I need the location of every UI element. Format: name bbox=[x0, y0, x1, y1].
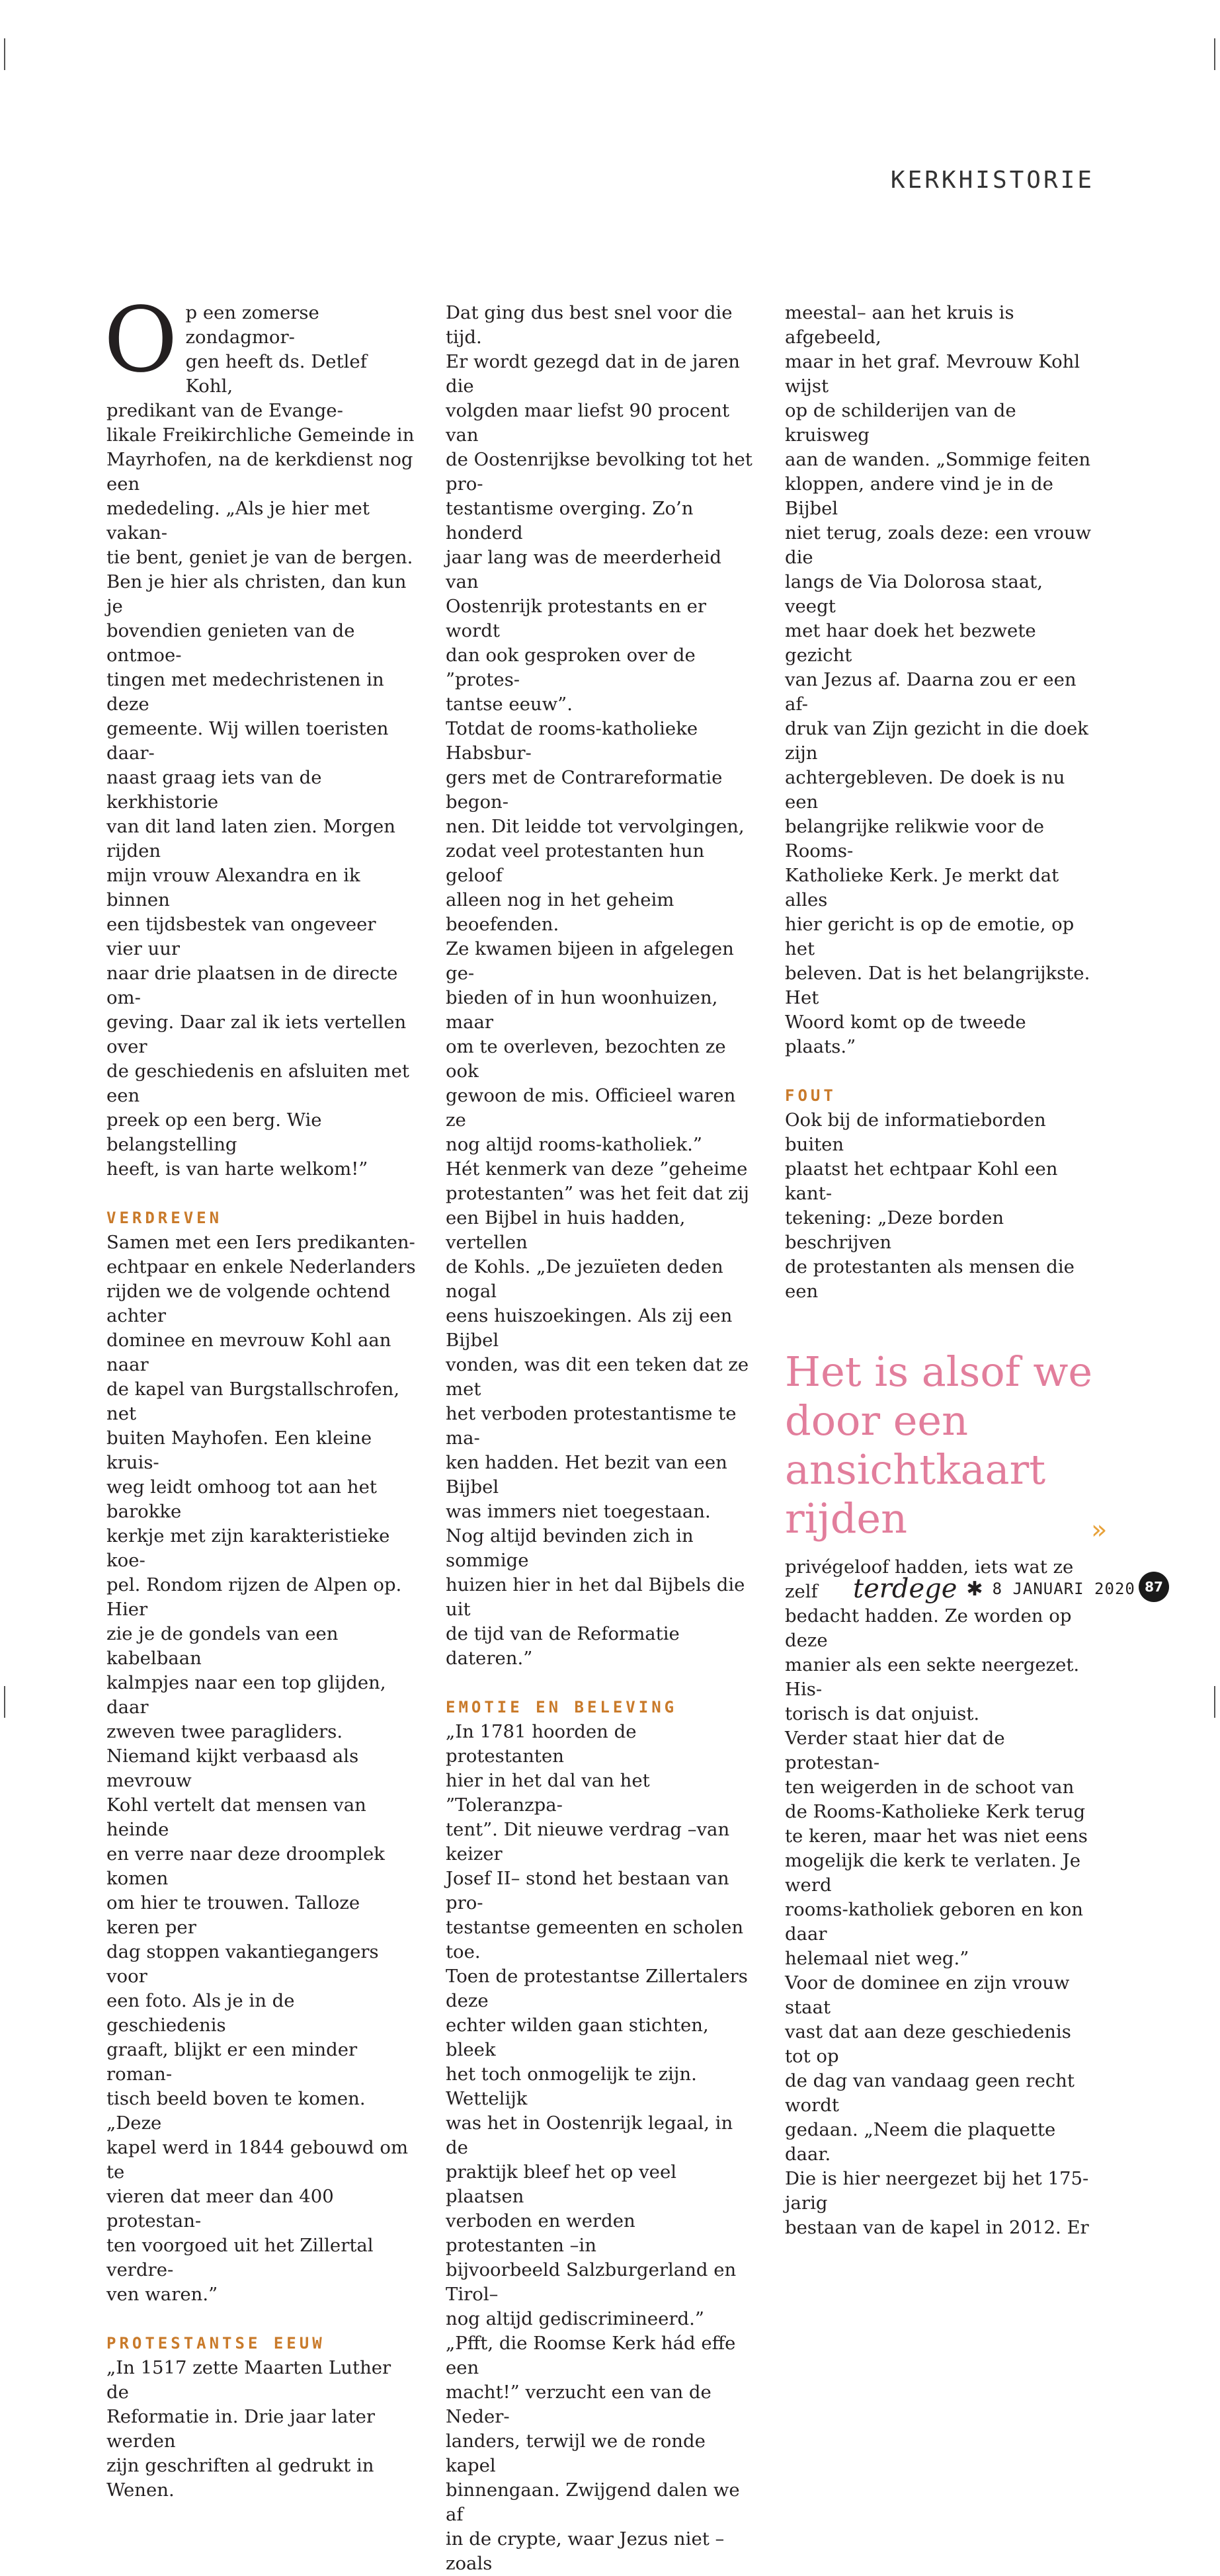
subheading-emotie-en-beleving: EMOTIE EN BELEVING bbox=[446, 1698, 678, 1716]
asterisk-icon: ✱ bbox=[966, 1577, 983, 1601]
article-column-3 bbox=[785, 301, 1096, 2240]
crop-mark-bottom-left bbox=[4, 1686, 5, 1718]
issue-date: 8 JANUARI 2020 bbox=[992, 1580, 1135, 1598]
intro-text: p een zomerse zondagmor- gen heeft ds. Detlef Kohl, predikant van de Evange- likale Freikirchliche Gemeinde in Mayrhofen, na de kerkdienst nog een mededeling. „Als je hier met vakan- tie bent, geniet je van de bergen. Ben je hier als christen, dan kun je bovendien genieten van de ontmoe- tingen met medechristenen in deze gemeente. Wij willen toeristen daar- naast graag iets van de kerkhistorie van dit land laten zien. Morgen rijden mijn vrouw Alexandra en ik binnen een tijdsbestek van ongeveer vier uur naar drie plaatsen in de directe om- geving. Daar zal ik iets vertellen over de geschiedenis en afsluiten met een preek op een berg. Wie belangstelling heeft, is van harte welkom!” bbox=[106, 302, 415, 1180]
magazine-logo: terdege bbox=[853, 1574, 957, 1604]
page-footer bbox=[853, 1572, 1135, 1605]
drop-cap: O bbox=[104, 288, 178, 393]
body-column-2-start: Dat ging dus best snel voor die tijd. Er wordt gezegd dat in de jaren die volgden maar liefst 90 procent van de Oostenrijkse bevolking tot het pro- testantisme overging. Zo’n honderd jaar lang was de meerderheid van Oostenrijk protestants en er wordt dan ook gesproken over de ”protes- tantse eeuw”. Totdat de rooms-katholieke Habsbur- gers met de Contrareformatie begon- nen. Dit leidde tot vervolgingen, zodat veel protestanten hun geloof alleen nog in het geheim beoefenden. Ze kwamen bijeen in afgelegen ge- bieden of in hun woonhuizen, maar om te overleven, bezochten ze ook gewoon de mis. Officieel waren ze nog altijd rooms-katholiek.” Hét kenmerk van deze ”geheime protestanten” was het feit dat zij een Bijbel in huis hadden, vertellen de Kohls. „De jezuïeten deden nogal eens huiszoekingen. Als zij een Bijbel vonden, was dit een teken dat ze met het verboden protestantisme te ma- ken hadden. Het bezit van een Bijbel was immers niet toegestaan. Nog altijd bevinden zich in sommige huizen hier in het dal Bijbels die uit de tijd van de Reformatie dateren.” bbox=[446, 302, 752, 1669]
subheading-fout: FOUT bbox=[785, 1086, 836, 1105]
page-number: 87 bbox=[1139, 1572, 1169, 1602]
body-emotie-en-beleving: „In 1781 hoorden de protestanten hier in het dal van het ”Toleranzpa- tent”. Dit nieuwe verdrag –van keizer Josef II– stond het bestaan van pro- testantse gemeenten en scholen toe. Toen de protestantse Zillertalers deze echter wilden gaan stichten, bleek het toch onmogelijk te zijn. Wettelijk was het in Oostenrijk legaal, in de praktijk bleef het op veel plaatsen verboden en werden protestanten –in bijvoorbeeld Salzburgerland en Tirol– nog altijd gediscrimineerd.” „Pfft, die Roomse Kerk hád effe een macht!” verzucht een van de Neder- landers, terwijl we de ronde kapel binnengaan. Zwijgend dalen we af in de crypte, waar Jezus niet –zoals bbox=[446, 1721, 748, 2574]
body-verdreven: Samen met een Iers predikanten- echtpaar en enkele Nederlanders rijden we de volgende ochtend achter dominee en mevrouw Kohl aan naar de kapel van Burgstallschrofen, net buiten Mayhofen. Een kleine kruis- weg leidt omhoog tot aan het barokke kerkje met zijn karakteristieke koe- pel. Rondom rijzen de Alpen op. Hier zie je de gondels van een kabelbaan kalmpjes naar een top glijden, daar zweven twee paragliders. Niemand kijkt verbaasd als mevrouw Kohl vertelt dat mensen van heinde en verre naar deze droomplek komen om hier te trouwen. Talloze keren per dag stoppen vakantiegangers voor een foto. Als je in de geschiedenis graaft, blijkt er een minder roman- tisch beeld boven te komen. „Deze kapel werd in 1844 gebouwd om te vieren dat meer dan 400 protestan- ten voorgoed uit het Zillertal verdre- ven waren.” bbox=[106, 1232, 416, 2305]
body-column-3-end: privégeloof hadden, iets wat ze zelf bedacht hadden. Ze worden op deze manier als een sekte neergezet. His- torisch is dat onjuist. Verder staat hier dat de protestan- ten weigerden in de schoot van de Rooms-Katholieke Kerk terug te keren, maar het was niet eens mogelijk die kerk te verlaten. Je werd rooms-katholiek geboren en kon daar helemaal niet weg.” Voor de dominee en zijn vrouw staat vast dat aan deze geschiedenis tot op de dag van vandaag geen recht wordt gedaan. „Neem die plaquette daar. Die is hier neergezet bij het 175-jarig bestaan van de kapel in 2012. Er bbox=[785, 1556, 1089, 2238]
subheading-verdreven: VERDREVEN bbox=[106, 1209, 223, 1227]
crop-mark-top-left bbox=[4, 38, 5, 70]
crop-mark-bottom-right bbox=[1214, 1686, 1215, 1718]
body-fout: Ook bij de informatieborden buiten plaatst het echtpaar Kohl een kant- tekening: „Deze borden beschrijven de protestanten als mensen die een bbox=[785, 1109, 1075, 1302]
crop-mark-top-right bbox=[1214, 38, 1215, 70]
subheading-protestantse-eeuw: PROTESTANTSE EEUW bbox=[106, 2334, 325, 2353]
pull-quote: Het is alsof we door een ansichtkaart rijden bbox=[785, 1348, 1093, 1543]
intro-paragraph bbox=[104, 288, 417, 1182]
body-protestantse-eeuw: „In 1517 zette Maarten Luther de Reformatie in. Drie jaar later werden zijn geschriften al gedrukt in Wenen. bbox=[106, 2357, 391, 2501]
body-column-3-start: meestal– aan het kruis is afgebeeld, maar in het graf. Mevrouw Kohl wijst op de schilderijen van de kruisweg aan de wanden. „Sommige feiten kloppen, andere vind je in de Bijbel niet terug, zoals deze: een vrouw die langs de Via Dolorosa staat, veegt met haar doek het bezwete gezicht van Jezus af. Daarna zou er een af- druk van Zijn gezicht in die doek zijn achtergebleven. De doek is nu een belangrijke relikwie voor de Rooms- Katholieke Kerk. Je merkt dat alles hier gericht is op de emotie, op het beleven. Dat is het belangrijkste. Het Woord komt op de tweede plaats.” bbox=[785, 302, 1092, 1057]
continue-arrow-icon: » bbox=[1091, 1515, 1108, 1545]
article-column-2 bbox=[446, 301, 756, 2576]
article-column-1 bbox=[104, 288, 417, 2503]
section-title: KERKHISTORIE bbox=[890, 167, 1094, 194]
